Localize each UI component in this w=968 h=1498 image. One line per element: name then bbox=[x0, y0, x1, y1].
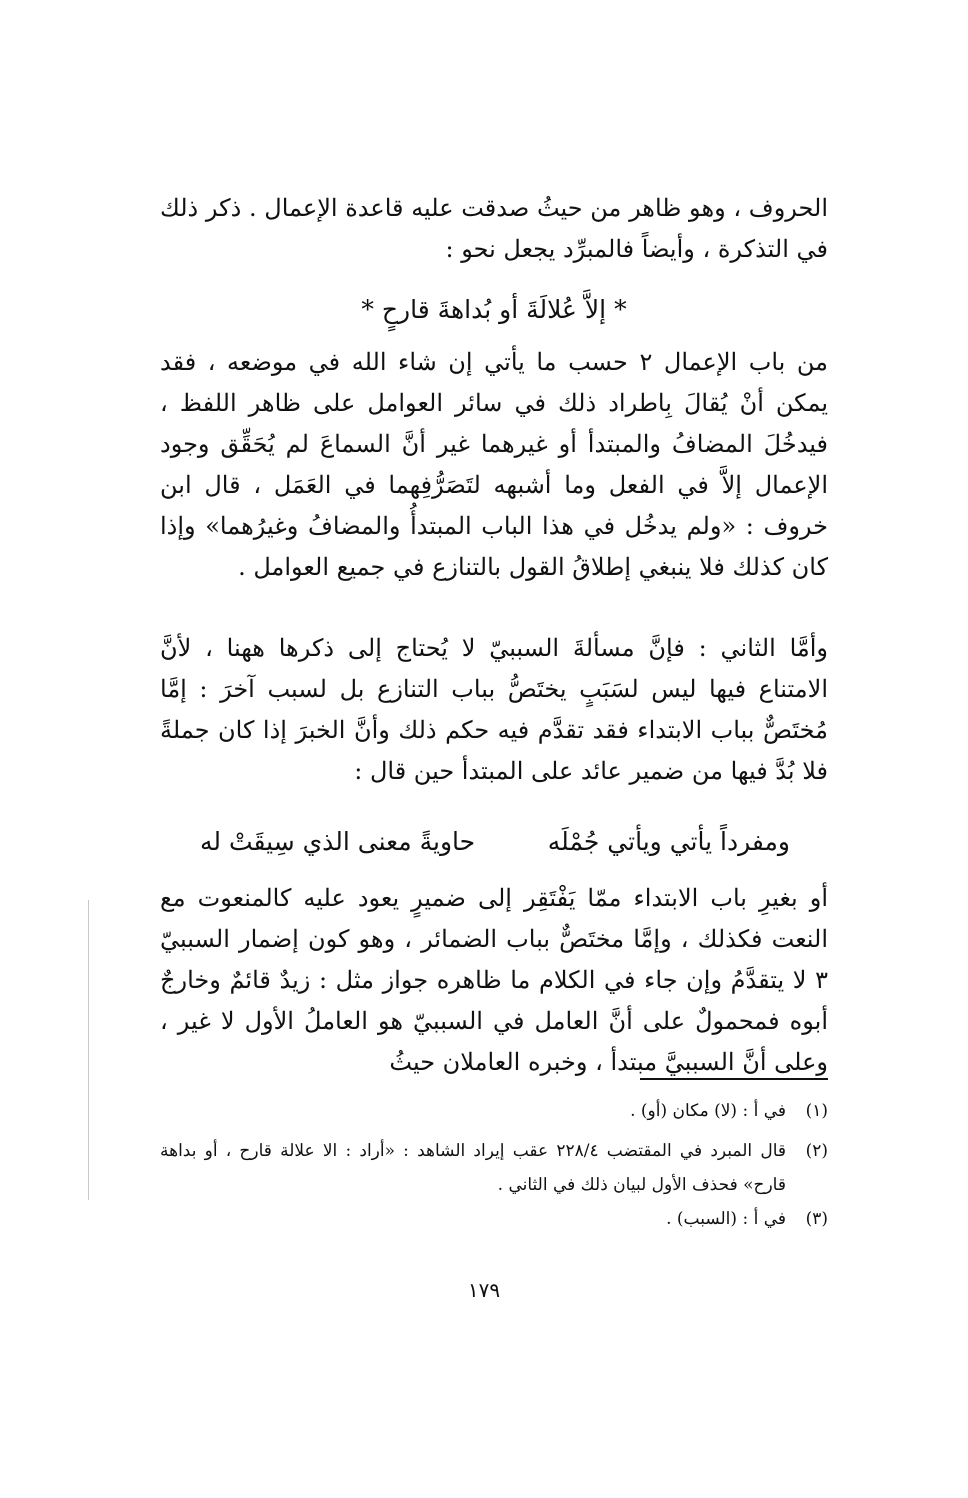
verse-2-second-hemistich: حاويةً معنى الذي سِيقَتْ له bbox=[200, 827, 476, 856]
verse-2-first-hemistich: ومفرداً يأتي ويأتي جُمْلَه bbox=[547, 827, 790, 856]
paragraph-3-container bbox=[160, 628, 828, 792]
paragraph-2: من باب الإعمال ٢ حسب ما يأتي إن شاء الله في موضعه ، فقد يمكن أنْ يُقالَ بِاطراد ذلك في سائر العوامل على ظاهر اللفظ ، فيدخُلَ المضافُ والمبتدأ أو غيرهما غير أنَّ السماعَ لم يُحَقِّق وجود الإعمال إلاَّ في الفعل وما أشبهه لتَصَرُّفِهما في العَمَل ، قال ابن خروف : «ولم يدخُل في هذا الباب المبتدأُ والمضافُ وغيرُهما» وإذا كان كذلك فلا ينبغي إطلاقُ القول بالتنازع في جميع العوامل . bbox=[160, 348, 829, 581]
paragraph-4: أو بغيرِ باب الابتداء ممّا يَفْتَقِر إلى ضميرٍ يعود عليه كالمنعوت مع النعت فكذلك ، وإمَّا مختَصٌّ بباب الضمائر ، وهو كون إضمار السببيّ ٣ لا يتقدَّمُ وإن جاء في الكلام ما ظاهره جواز مثل : زيدٌ قائمٌ وخارجٌ أبوه فمحمولٌ على أنَّ العامل في السببيّ هو العاملُ الأول لا غير ، وعلى أنَّ السببيَّ مبتدأ ، وخبره العاملان حيثُ bbox=[160, 884, 828, 1076]
paragraph-1-container bbox=[160, 188, 828, 270]
footnote-2-number: (٢) bbox=[805, 1141, 828, 1161]
page-number: ١٧٩ bbox=[467, 1278, 501, 1302]
footnote-2-text: قال المبرد في المقتضب ٢٢٨/٤ عقب إيراد الشاهد : «أراد : الا علالة قارح ، أو بداهة قارح» فحذف الأول لبيان ذلك في الثاني . bbox=[160, 1141, 786, 1195]
footnote-3 bbox=[160, 1202, 828, 1236]
footnote-separator bbox=[640, 1078, 828, 1080]
paragraph-1: الحروف ، وهو ظاهر من حيثُ صدقت عليه قاعدة الإعمال . ذكر ذلك في التذكرة ، وأيضاً فالمبرِّد يجعل نحو : bbox=[160, 194, 828, 263]
verse-line-2 bbox=[200, 822, 790, 862]
paragraph-4-container bbox=[160, 878, 828, 1083]
footnote-1 bbox=[160, 1094, 828, 1128]
footnote-1-number: (١) bbox=[805, 1101, 828, 1121]
footnote-3-number: (٣) bbox=[805, 1209, 828, 1229]
paragraph-2-container bbox=[160, 342, 828, 588]
paragraph-3: وأمَّا الثاني : فإنَّ مسألةَ السببيّ لا يُحتاج إلى ذكرها ههنا ، لأنَّ الامتناع فيها ليس لسَبَبٍ يختَصُّ بباب التنازع بل لسبب آخرَ : إمَّا مُختَصٌّ بباب الابتداء فقد تقدَّم فيه حكم ذلك وأنَّ الخبرَ إذا كان جملةً فلا بُدَّ فيها من ضمير عائد على المبتدأ حين قال : bbox=[160, 634, 829, 785]
footnote-3-text: في أ : (السبب) . bbox=[666, 1209, 786, 1229]
scan-edge-line bbox=[88, 900, 89, 1200]
footnote-1-text: في أ : (لا) مكان (أو) . bbox=[630, 1101, 786, 1121]
verse-line-1: * إلاَّ عُلالَةَ أو بُداهةَ قارحٍ * bbox=[361, 295, 627, 324]
footnote-2 bbox=[160, 1134, 828, 1202]
